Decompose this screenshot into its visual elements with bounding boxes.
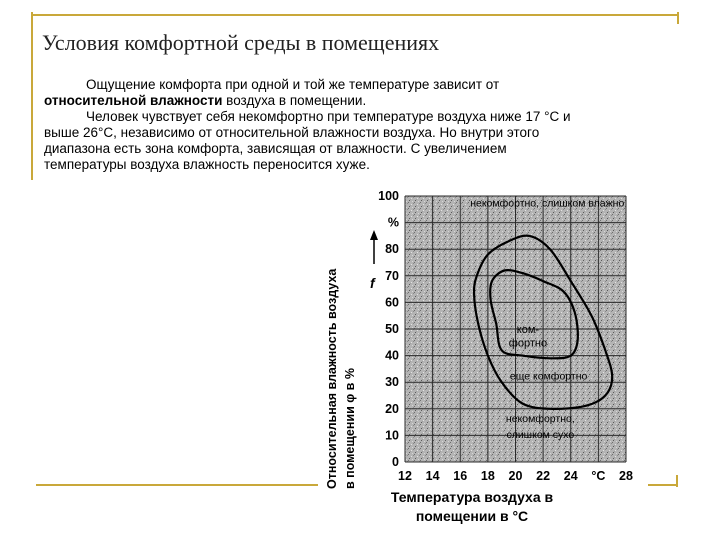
y-axis-arrow-head bbox=[370, 230, 378, 240]
x-tick-label: 14 bbox=[425, 469, 440, 483]
frame-bottom-right-tick bbox=[676, 475, 678, 487]
x-tick-label: 22 bbox=[536, 469, 551, 483]
comfort-label-line-2: фортно bbox=[508, 337, 548, 350]
chart-svg bbox=[318, 184, 648, 529]
frame-left-line bbox=[31, 12, 33, 180]
y-tick-label: 40 bbox=[385, 348, 399, 363]
y-tick-label: 100 bbox=[378, 189, 399, 203]
region-annotation: некомфортно, слишком влажно bbox=[470, 197, 625, 210]
region-annotation: некомфортно, bbox=[505, 413, 575, 426]
x-tick-label: 12 bbox=[398, 469, 412, 483]
y-axis-arrow-label: f bbox=[370, 275, 375, 291]
y-tick-label: 50 bbox=[385, 322, 399, 336]
y-axis-label-line-2: в помещении φ в % bbox=[343, 368, 357, 489]
slide-body bbox=[44, 77, 674, 173]
x-tick-label: °C bbox=[591, 469, 606, 483]
x-tick-label: 16 bbox=[453, 469, 468, 483]
paragraph-1-rest: воздуха в помещении. bbox=[222, 93, 367, 108]
humidity-comfort-chart bbox=[318, 184, 648, 529]
y-tick-label: 0 bbox=[392, 455, 399, 469]
x-tick-label: 20 bbox=[508, 469, 523, 483]
x-axis-label-line-2: помещении в °С bbox=[415, 508, 529, 524]
x-axis-label-line-1: Температура воздуха в bbox=[390, 489, 554, 505]
paragraph-1-line-2 bbox=[44, 93, 674, 109]
x-tick-label: 28 bbox=[619, 469, 633, 483]
x-tick-label: 18 bbox=[480, 469, 495, 483]
paragraph-2-line-4: температуры воздуха влажность переносится хуже. bbox=[44, 157, 370, 172]
y-tick-label: 60 bbox=[385, 295, 399, 310]
paragraph-2-line-3: диапазона есть зона комфорта, зависящая от влажности. С увеличением bbox=[44, 141, 507, 156]
y-tick-label: 30 bbox=[385, 375, 399, 390]
y-tick-label: 10 bbox=[385, 428, 399, 443]
x-tick-label: 24 bbox=[563, 469, 578, 483]
comfort-label-line-1: ком- bbox=[516, 323, 540, 336]
paragraph-2-line-2: выше 26°С, независимо от относительной влажности воздуха. Но внутри этого bbox=[44, 125, 540, 140]
paragraph-1-bold-term: относительной влажности bbox=[44, 93, 223, 108]
y-axis-label-line-1: Относительная влажность воздуха bbox=[325, 268, 339, 489]
paragraph-1-line-1: Ощущение комфорта при одной и той же температуре зависит от bbox=[86, 77, 500, 92]
y-tick-label: 70 bbox=[385, 268, 399, 283]
y-tick-label: 80 bbox=[385, 242, 399, 257]
y-tick-label: 20 bbox=[385, 401, 399, 416]
slide-title: Условия комфортной среды в помещениях bbox=[42, 30, 440, 55]
region-annotation: еще комфортно bbox=[509, 370, 588, 383]
region-annotation: слишком сухо bbox=[506, 429, 575, 442]
y-tick-label: % bbox=[387, 215, 399, 230]
frame-right-tick bbox=[677, 12, 679, 24]
paragraph-2-line-1: Человек чувствует себя некомфортно при температуре воздуха ниже 17 °С и bbox=[86, 109, 571, 124]
frame-top-line bbox=[31, 14, 679, 16]
